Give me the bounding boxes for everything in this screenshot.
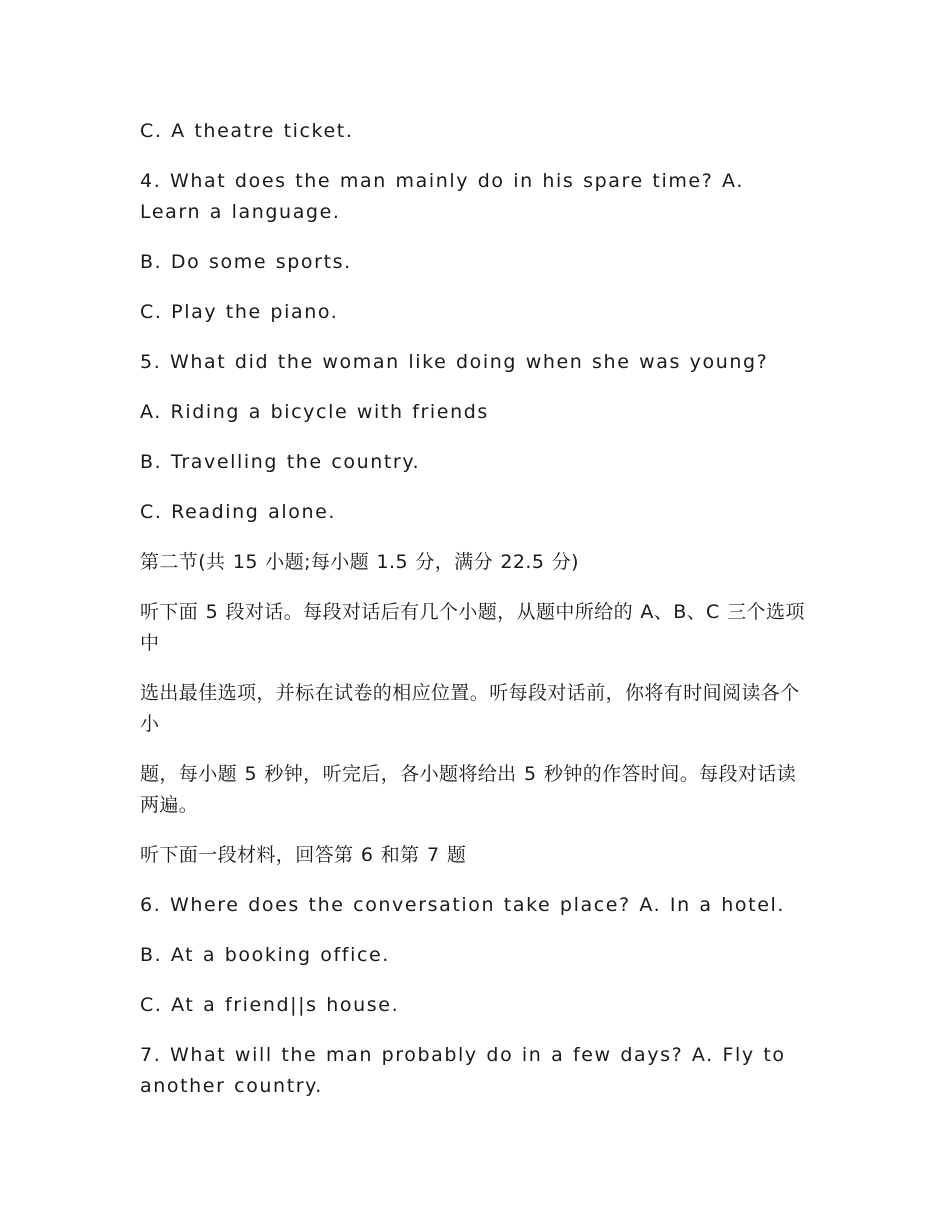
instruction-text: 听下面一段材料，回答第 6 和第 7 题: [140, 844, 467, 866]
option-line: B. At a booking office.: [140, 944, 390, 966]
question-line: 6. Where does the conversation take place? A. In a hotel.: [140, 894, 786, 916]
option-line: B. Travelling the country.: [140, 451, 421, 473]
instruction-text: 听下面 5 段对话。每段对话后有几个小题，从题中所给的 A、B、C 三个选项中: [140, 601, 805, 654]
option-line: C. Play the piano.: [140, 301, 339, 323]
section-heading: 第二节(共 15 小题;每小题 1.5 分，满分 22.5 分): [140, 551, 579, 573]
question-line: 7. What will the man probably do in a few days? A. Fly to another country.: [140, 1044, 786, 1097]
option-line: C. At a friend||s house.: [140, 994, 400, 1016]
question-line: 4. What does the man mainly do in his spare time? A. Learn a language.: [140, 170, 744, 223]
question-line: 5. What did the woman like doing when she was young?: [140, 351, 769, 373]
option-line: C. A theatre ticket.: [140, 120, 354, 142]
option-line: A. Riding a bicycle with friends: [140, 401, 489, 423]
document-body: [140, 116, 812, 1121]
instruction-text: 题，每小题 5 秒钟，听完后，各小题将给出 5 秒钟的作答时间。每段对话读两遍。: [140, 763, 797, 816]
option-line: C. Reading alone.: [140, 501, 337, 523]
instruction-text: 选出最佳选项，并标在试卷的相应位置。听每段对话前，你将有时间阅读各个小: [140, 682, 800, 735]
option-line: B. Do some sports.: [140, 251, 352, 273]
